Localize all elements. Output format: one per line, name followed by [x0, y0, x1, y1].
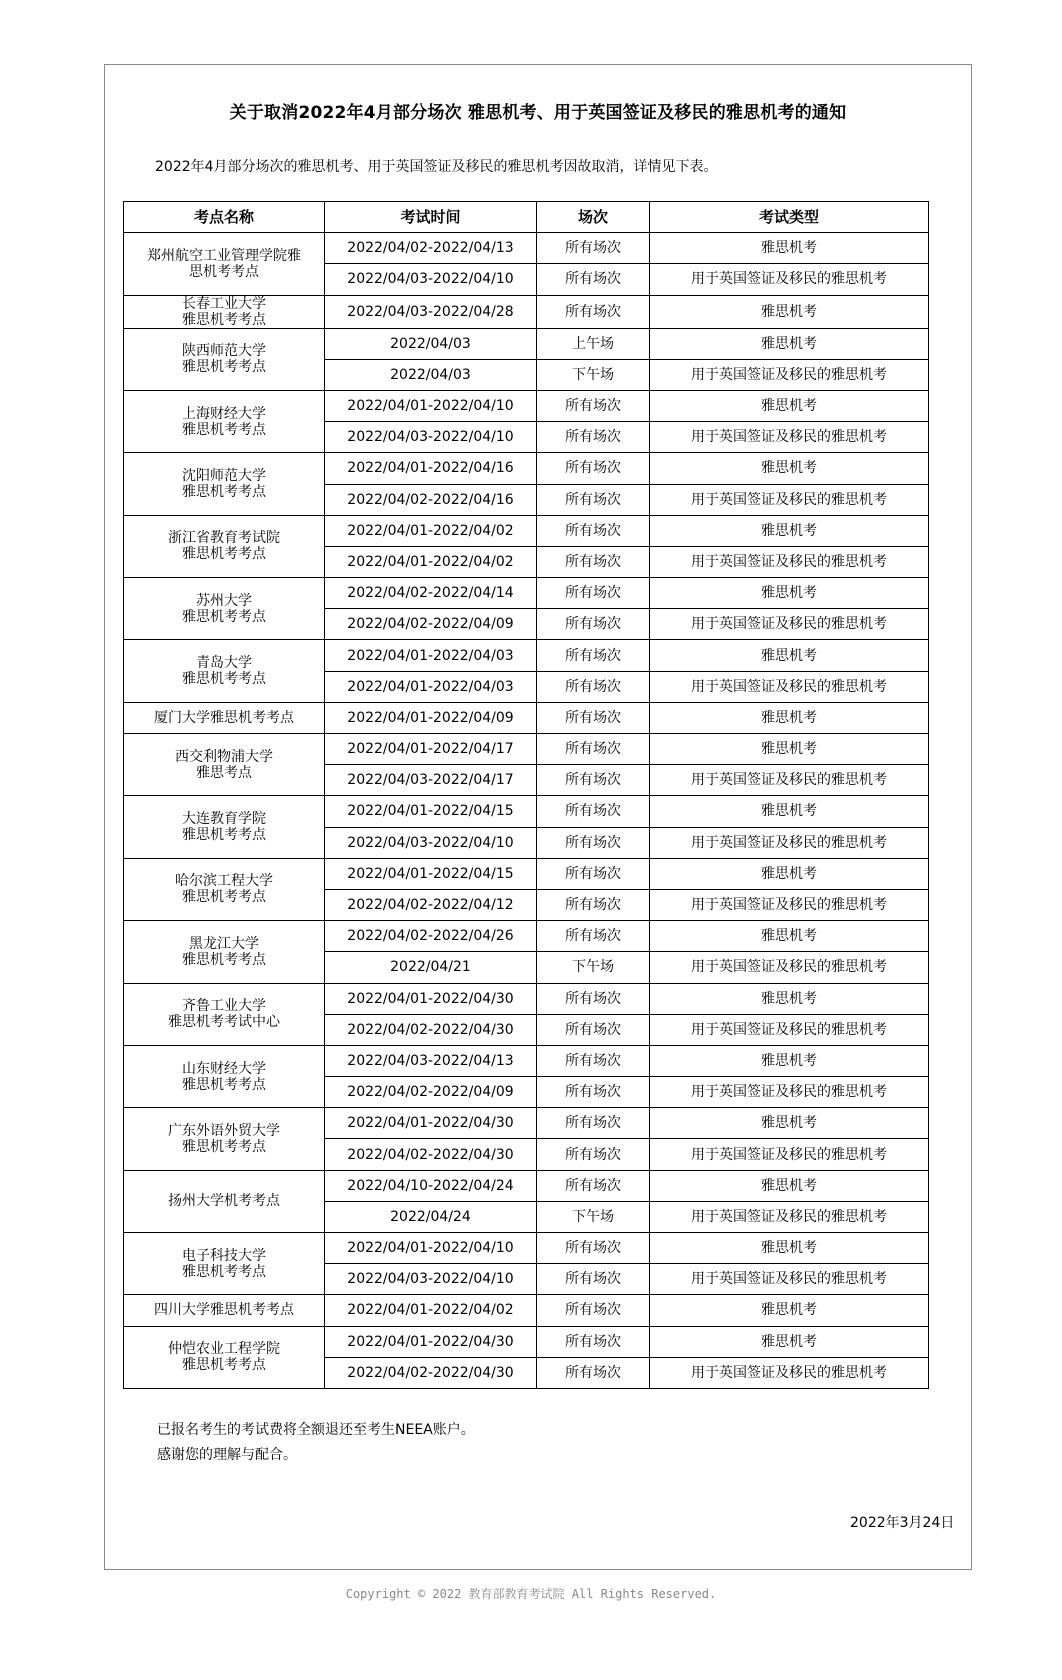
cell-time: 2022/04/02-2022/04/14 [325, 578, 537, 609]
cell-time: 2022/04/01-2022/04/10 [325, 1233, 537, 1264]
cell-session: 下午场 [537, 952, 650, 983]
cell-type: 用于英国签证及移民的雅思机考 [650, 1139, 929, 1170]
cell-session: 下午场 [537, 1201, 650, 1232]
cell-session: 所有场次 [537, 1077, 650, 1108]
cell-type: 用于英国签证及移民的雅思机考 [650, 827, 929, 858]
cell-session: 所有场次 [537, 1170, 650, 1201]
cell-session: 所有场次 [537, 765, 650, 796]
cell-center-name: 青岛大学 雅思机考考点 [124, 640, 325, 702]
cell-session: 所有场次 [537, 233, 650, 264]
cell-session: 所有场次 [537, 295, 650, 328]
cell-type: 雅思机考 [650, 796, 929, 827]
cell-type: 雅思机考 [650, 578, 929, 609]
cell-session: 所有场次 [537, 983, 650, 1014]
cell-center-name: 仲恺农业工程学院 雅思机考考点 [124, 1326, 325, 1388]
cell-time: 2022/04/02-2022/04/30 [325, 1139, 537, 1170]
cell-type: 雅思机考 [650, 1326, 929, 1357]
cell-time: 2022/04/01-2022/04/15 [325, 858, 537, 889]
cell-time: 2022/04/01-2022/04/10 [325, 390, 537, 421]
cell-center-name: 西交利物浦大学 雅思考点 [124, 734, 325, 796]
cell-type: 用于英国签证及移民的雅思机考 [650, 1077, 929, 1108]
cell-center-name: 沈阳师范大学 雅思机考考点 [124, 453, 325, 515]
cell-center-name: 扬州大学机考考点 [124, 1170, 325, 1232]
table-row [124, 858, 929, 889]
cancellation-table [123, 201, 929, 1389]
cell-time: 2022/04/03 [325, 328, 537, 359]
cell-session: 所有场次 [537, 484, 650, 515]
cell-time: 2022/04/02-2022/04/30 [325, 1357, 537, 1388]
table-row [124, 734, 929, 765]
cell-time: 2022/04/01-2022/04/17 [325, 734, 537, 765]
cell-center-name: 四川大学雅思机考考点 [124, 1295, 325, 1326]
cell-time: 2022/04/02-2022/04/26 [325, 921, 537, 952]
cell-session: 所有场次 [537, 1014, 650, 1045]
cell-session: 所有场次 [537, 609, 650, 640]
cell-session: 所有场次 [537, 515, 650, 546]
cell-type: 雅思机考 [650, 1108, 929, 1139]
header-center-name: 考点名称 [124, 202, 325, 233]
cell-time: 2022/04/01-2022/04/03 [325, 640, 537, 671]
cell-type: 雅思机考 [650, 328, 929, 359]
table-row [124, 1170, 929, 1201]
cell-session: 所有场次 [537, 1264, 650, 1295]
cell-center-name: 浙江省教育考试院 雅思机考考点 [124, 515, 325, 577]
cell-time: 2022/04/03-2022/04/10 [325, 422, 537, 453]
cell-center-name: 长春工业大学 雅思机考考点 [124, 295, 325, 328]
cell-type: 用于英国签证及移民的雅思机考 [650, 422, 929, 453]
table-row [124, 453, 929, 484]
table-row [124, 295, 929, 328]
cell-type: 雅思机考 [650, 295, 929, 328]
cell-center-name: 齐鲁工业大学 雅思机考考试中心 [124, 983, 325, 1045]
cell-time: 2022/04/02-2022/04/16 [325, 484, 537, 515]
table-row [124, 1326, 929, 1357]
cell-type: 雅思机考 [650, 390, 929, 421]
table-row [124, 1108, 929, 1139]
cell-session: 所有场次 [537, 390, 650, 421]
cell-session: 所有场次 [537, 546, 650, 577]
cell-center-name: 黑龙江大学 雅思机考考点 [124, 921, 325, 983]
cell-time: 2022/04/03-2022/04/28 [325, 295, 537, 328]
cell-time: 2022/04/01-2022/04/02 [325, 1295, 537, 1326]
cell-session: 所有场次 [537, 921, 650, 952]
table-header-row [124, 202, 929, 233]
cell-type: 雅思机考 [650, 983, 929, 1014]
cell-type: 雅思机考 [650, 1045, 929, 1076]
cell-center-name: 哈尔滨工程大学 雅思机考考点 [124, 858, 325, 920]
cell-time: 2022/04/01-2022/04/30 [325, 1108, 537, 1139]
cell-session: 所有场次 [537, 422, 650, 453]
cell-time: 2022/04/01-2022/04/16 [325, 453, 537, 484]
cell-type: 用于英国签证及移民的雅思机考 [650, 889, 929, 920]
cell-time: 2022/04/02-2022/04/13 [325, 233, 537, 264]
cell-time: 2022/04/01-2022/04/03 [325, 671, 537, 702]
table-body [124, 233, 929, 1389]
table-row [124, 1045, 929, 1076]
cell-type: 用于英国签证及移民的雅思机考 [650, 1264, 929, 1295]
cell-time: 2022/04/03-2022/04/10 [325, 264, 537, 295]
cell-time: 2022/04/03-2022/04/13 [325, 1045, 537, 1076]
header-exam-type: 考试类型 [650, 202, 929, 233]
cell-session: 所有场次 [537, 1108, 650, 1139]
cell-session: 下午场 [537, 359, 650, 390]
cell-session: 所有场次 [537, 1233, 650, 1264]
cell-type: 雅思机考 [650, 1295, 929, 1326]
cell-type: 用于英国签证及移民的雅思机考 [650, 765, 929, 796]
cell-session: 所有场次 [537, 264, 650, 295]
cell-center-name: 厦门大学雅思机考考点 [124, 702, 325, 733]
notice-date: 2022年3月24日 [850, 1515, 955, 1531]
copyright-footer: Copyright © 2022 教育部教育考试院 All Rights Reserved. [345, 1587, 717, 1601]
cell-type: 雅思机考 [650, 640, 929, 671]
cell-center-name: 大连教育学院 雅思机考考点 [124, 796, 325, 858]
cell-session: 所有场次 [537, 1326, 650, 1357]
cell-type: 用于英国签证及移民的雅思机考 [650, 359, 929, 390]
page-title: 关于取消2022年4月部分场次 雅思机考、用于英国签证及移民的雅思机考的通知 [229, 103, 847, 123]
header-exam-time: 考试时间 [325, 202, 537, 233]
cell-type: 用于英国签证及移民的雅思机考 [650, 1201, 929, 1232]
cell-type: 用于英国签证及移民的雅思机考 [650, 1357, 929, 1388]
cell-session: 所有场次 [537, 796, 650, 827]
cell-time: 2022/04/01-2022/04/30 [325, 983, 537, 1014]
cell-session: 所有场次 [537, 671, 650, 702]
cell-time: 2022/04/21 [325, 952, 537, 983]
cell-center-name: 广东外语外贸大学 雅思机考考点 [124, 1108, 325, 1170]
cell-center-name: 苏州大学 雅思机考考点 [124, 578, 325, 640]
cell-type: 用于英国签证及移民的雅思机考 [650, 1014, 929, 1045]
header-session: 场次 [537, 202, 650, 233]
cell-session: 所有场次 [537, 1357, 650, 1388]
table-row [124, 515, 929, 546]
cell-type: 雅思机考 [650, 858, 929, 889]
cell-session: 所有场次 [537, 1295, 650, 1326]
cell-time: 2022/04/01-2022/04/09 [325, 702, 537, 733]
cell-time: 2022/04/02-2022/04/09 [325, 1077, 537, 1108]
cell-type: 雅思机考 [650, 515, 929, 546]
cell-type: 用于英国签证及移民的雅思机考 [650, 609, 929, 640]
refund-note: 已报名考生的考试费将全额退还至考生NEEA账户。 [157, 1422, 475, 1438]
cell-time: 2022/04/10-2022/04/24 [325, 1170, 537, 1201]
cell-type: 雅思机考 [650, 233, 929, 264]
cell-session: 所有场次 [537, 889, 650, 920]
table-row [124, 796, 929, 827]
cell-type: 用于英国签证及移民的雅思机考 [650, 484, 929, 515]
cell-session: 上午场 [537, 328, 650, 359]
cell-center-name: 山东财经大学 雅思机考考点 [124, 1045, 325, 1107]
cell-type: 雅思机考 [650, 702, 929, 733]
cell-time: 2022/04/02-2022/04/12 [325, 889, 537, 920]
cell-type: 雅思机考 [650, 734, 929, 765]
table-row [124, 640, 929, 671]
cell-center-name: 电子科技大学 雅思机考考点 [124, 1233, 325, 1295]
cell-session: 所有场次 [537, 827, 650, 858]
cell-time: 2022/04/02-2022/04/09 [325, 609, 537, 640]
cell-type: 雅思机考 [650, 1170, 929, 1201]
cell-time: 2022/04/03-2022/04/17 [325, 765, 537, 796]
table-row [124, 328, 929, 359]
cell-type: 用于英国签证及移民的雅思机考 [650, 264, 929, 295]
closing-notes [157, 1418, 475, 1468]
table-row [124, 702, 929, 733]
cell-session: 所有场次 [537, 1045, 650, 1076]
cell-time: 2022/04/01-2022/04/02 [325, 515, 537, 546]
cell-time: 2022/04/03 [325, 359, 537, 390]
table-row [124, 1295, 929, 1326]
cell-time: 2022/04/01-2022/04/02 [325, 546, 537, 577]
cell-time: 2022/04/01-2022/04/15 [325, 796, 537, 827]
cell-type: 用于英国签证及移民的雅思机考 [650, 952, 929, 983]
table-row [124, 983, 929, 1014]
cell-type: 用于英国签证及移民的雅思机考 [650, 546, 929, 577]
table-row [124, 578, 929, 609]
table-row [124, 233, 929, 264]
cell-session: 所有场次 [537, 453, 650, 484]
cell-time: 2022/04/24 [325, 1201, 537, 1232]
cell-type: 雅思机考 [650, 1233, 929, 1264]
cell-type: 雅思机考 [650, 921, 929, 952]
cell-session: 所有场次 [537, 734, 650, 765]
cell-center-name: 上海财经大学 雅思机考考点 [124, 390, 325, 452]
cell-time: 2022/04/03-2022/04/10 [325, 827, 537, 858]
cell-center-name: 陕西师范大学 雅思机考考点 [124, 328, 325, 390]
table-row [124, 390, 929, 421]
cell-session: 所有场次 [537, 640, 650, 671]
cell-time: 2022/04/02-2022/04/30 [325, 1014, 537, 1045]
cell-time: 2022/04/01-2022/04/30 [325, 1326, 537, 1357]
cell-session: 所有场次 [537, 702, 650, 733]
table-row [124, 921, 929, 952]
cell-session: 所有场次 [537, 578, 650, 609]
cell-session: 所有场次 [537, 1139, 650, 1170]
cell-center-name: 郑州航空工业管理学院雅 思机考考点 [124, 233, 325, 295]
thanks-note: 感谢您的理解与配合。 [157, 1447, 297, 1463]
intro-paragraph: 2022年4月部分场次的雅思机考、用于英国签证及移民的雅思机考因故取消，详情见下表。 [155, 159, 718, 175]
cell-type: 雅思机考 [650, 453, 929, 484]
table-row [124, 1233, 929, 1264]
cell-type: 用于英国签证及移民的雅思机考 [650, 671, 929, 702]
cell-time: 2022/04/03-2022/04/10 [325, 1264, 537, 1295]
cell-session: 所有场次 [537, 858, 650, 889]
